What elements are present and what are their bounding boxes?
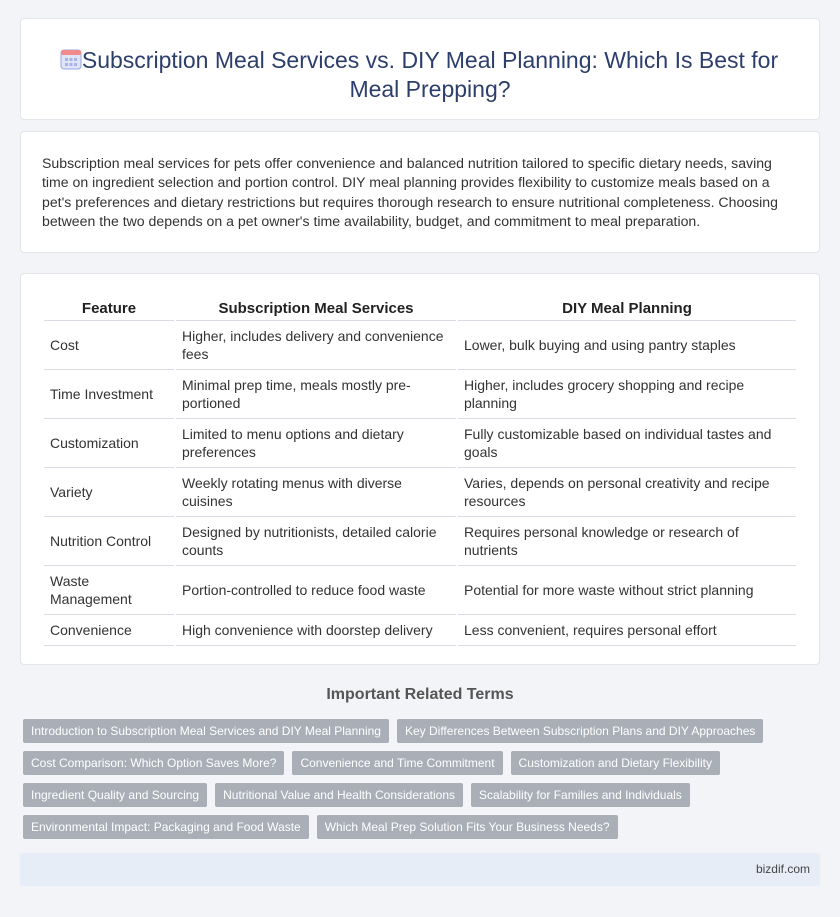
related-term-tag[interactable]: Introduction to Subscription Meal Services and DIY Meal Planning (23, 719, 389, 743)
header-card (20, 18, 820, 120)
related-term-tag[interactable]: Nutritional Value and Health Considerations (215, 783, 463, 807)
feature-cell: Waste Management (44, 566, 174, 615)
feature-cell: Variety (44, 468, 174, 517)
summary-text: Subscription meal services for pets offer convenience and balanced nutrition tailored to specific dietary needs, saving time on ingredient selection and portion control. DIY meal planning provides flexibility to customize meals based on a pet's preferences and dietary restrictions but requires thorough research to ensure nutritional completeness. Choosing between the two depends on a pet owner's time availability, budget, and commitment to meal preparation. (42, 155, 778, 229)
footer (20, 853, 820, 886)
comparison-table (42, 297, 798, 646)
related-term-tag[interactable]: Ingredient Quality and Sourcing (23, 783, 207, 807)
subscription-cell: Portion-controlled to reduce food waste (176, 566, 456, 615)
subscription-cell: Higher, includes delivery and convenience fees (176, 321, 456, 370)
related-term-tag[interactable]: Scalability for Families and Individuals (471, 783, 690, 807)
table-row (44, 517, 796, 566)
diy-cell: Less convenient, requires personal effort (458, 615, 796, 646)
summary-card (20, 131, 820, 253)
feature-cell: Convenience (44, 615, 174, 646)
related-term-tag[interactable]: Which Meal Prep Solution Fits Your Business Needs? (317, 815, 618, 839)
related-terms-list (23, 719, 823, 847)
feature-cell: Customization (44, 419, 174, 468)
feature-cell: Time Investment (44, 370, 174, 419)
diy-cell: Higher, includes grocery shopping and recipe planning (458, 370, 796, 419)
subscription-cell: Limited to menu options and dietary preferences (176, 419, 456, 468)
table-row (44, 321, 796, 370)
related-term-tag[interactable]: Cost Comparison: Which Option Saves More? (23, 751, 284, 775)
table-row (44, 615, 796, 646)
related-term-tag[interactable]: Key Differences Between Subscription Plans and DIY Approaches (397, 719, 763, 743)
table-row (44, 370, 796, 419)
table-header-row (44, 297, 796, 321)
column-header-diy: DIY Meal Planning (458, 297, 796, 321)
column-header-subscription: Subscription Meal Services (176, 297, 456, 321)
related-term-tag[interactable]: Customization and Dietary Flexibility (511, 751, 720, 775)
subscription-cell: High convenience with doorstep delivery (176, 615, 456, 646)
feature-cell: Nutrition Control (44, 517, 174, 566)
column-header-feature: Feature (44, 297, 174, 321)
subscription-cell: Minimal prep time, meals mostly pre-portioned (176, 370, 456, 419)
diy-cell: Lower, bulk buying and using pantry staples (458, 321, 796, 370)
diy-cell: Varies, depends on personal creativity and recipe resources (458, 468, 796, 517)
related-terms-title: Important Related Terms (326, 686, 514, 703)
diy-cell: Fully customizable based on individual tastes and goals (458, 419, 796, 468)
footer-site-link[interactable]: bizdif.com (755, 862, 810, 876)
related-term-tag[interactable]: Convenience and Time Commitment (292, 751, 502, 775)
subscription-cell: Designed by nutritionists, detailed calorie counts (176, 517, 456, 566)
feature-cell: Cost (44, 321, 174, 370)
diy-cell: Potential for more waste without strict planning (458, 566, 796, 615)
table-row (44, 566, 796, 615)
related-term-tag[interactable]: Environmental Impact: Packaging and Food Waste (23, 815, 309, 839)
subscription-cell: Weekly rotating menus with diverse cuisines (176, 468, 456, 517)
table-row (44, 468, 796, 517)
diy-cell: Requires personal knowledge or research of nutrients (458, 517, 796, 566)
table-row (44, 419, 796, 468)
page-title: Subscription Meal Services vs. DIY Meal Planning: Which Is Best for Meal Prepping? (81, 47, 779, 102)
comparison-table-card (20, 273, 820, 665)
